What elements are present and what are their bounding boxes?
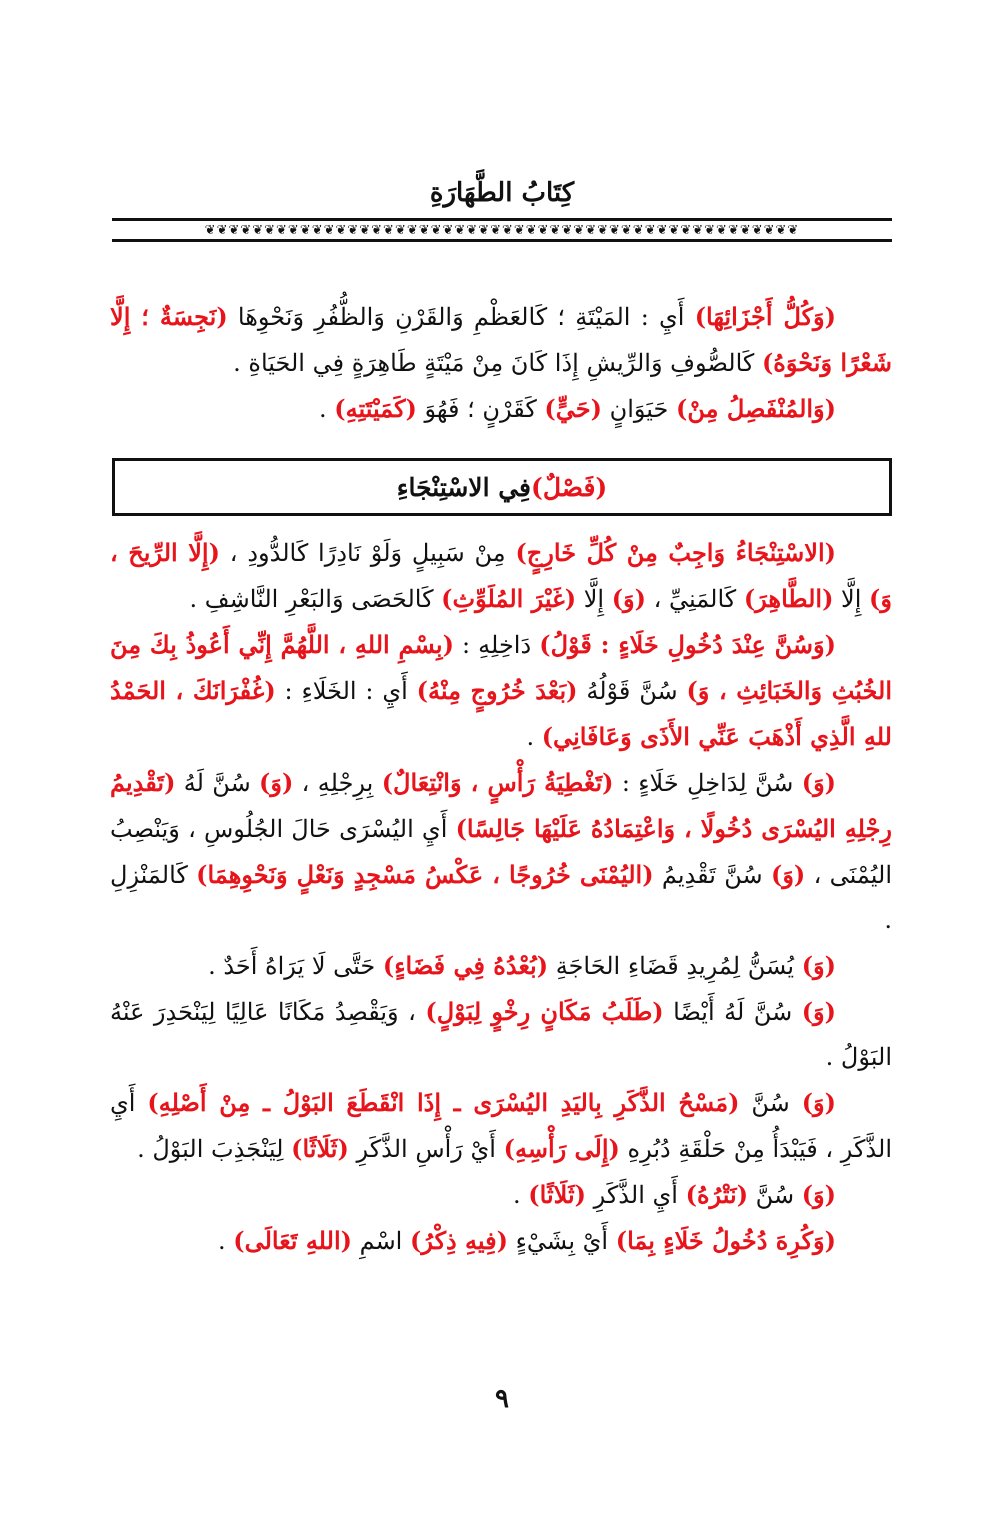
sharh-text: أَيِ الذَّكَرِ: [586, 1181, 686, 1209]
sharh-text: .: [513, 1181, 529, 1209]
matn-text: (اللهِ تَعَالَى): [233, 1226, 352, 1255]
sharh-text: أَيْ رَأْسِ الذَّكَرِ: [348, 1135, 504, 1163]
matn-text: (وَ): [801, 997, 836, 1026]
matn-text: (بُعْدُهُ فِي فَضَاءٍ): [382, 951, 549, 980]
sharh-text: ، وَيَقْصِدُ مَكَانًا عَالِيًا لِيَنْحَدِرَ عَنْهُ البَوْلُ .: [110, 998, 892, 1071]
section-heading-text: فِي الاسْتِنْجَاءِ: [396, 472, 532, 502]
matn-text: (وَ): [801, 768, 837, 797]
paragraph: [110, 386, 892, 432]
matn-text: (الاسْتِنْجَاءُ وَاجِبٌ مِنْ كُلِّ خَارِجٍ): [515, 538, 836, 567]
sharh-text: كَالمَنْزِلِ .: [110, 861, 892, 934]
matn-text: (وَ): [770, 860, 806, 889]
matn-text: (اليُمْنَى خُرُوجًا ، عَكْسُ مَسْجِدٍ وَنَعْلٍ وَنَحْوِهِمَا): [196, 860, 654, 889]
sharh-text: لِيَنْجَذِبَ البَوْلُ .: [137, 1135, 292, 1163]
sharh-text: أَيِ : المَيْتَةِ ؛ كَالعَظْمِ وَالقَرْنِ وَالظُّفُرِ وَنَحْوِهَا: [227, 303, 695, 331]
matn-text: (حَيٍّ): [544, 394, 602, 423]
sharh-text: سُنَّ لِدَاخِلِ خَلَاءٍ :: [613, 769, 802, 797]
sharh-text: سُنَّ: [748, 1181, 802, 1209]
sharh-text: .: [319, 395, 335, 423]
sharh-text: سُنَّ: [739, 1089, 802, 1117]
sharh-text: .: [526, 723, 542, 751]
sharh-text: حَيَوَانٍ: [601, 395, 676, 423]
paragraph: [110, 943, 892, 989]
paragraph: [110, 989, 892, 1080]
matn-text: (وَكُلُّ أَجْزَائِهَا): [694, 302, 837, 331]
sharh-text: سُنَّ قَوْلُهُ: [577, 677, 687, 705]
matn-text: (بَعْدَ خُرُوجٍ مِنْهُ): [416, 676, 578, 705]
sharh-text: كَالصُّوفِ وَالرِّيشِ إِذَا كَانَ مِنْ مَيْتَةٍ طَاهِرَةٍ فِي الحَيَاةِ .: [233, 349, 762, 377]
matn-text: وَ): [869, 584, 892, 613]
sharh-text: سُنَّ تَقْدِيمُ: [653, 861, 771, 889]
paragraph: [110, 1172, 892, 1218]
matn-text: (طَلَبُ مَكَانٍ رِخْوٍ لِبَوْلٍ): [425, 997, 664, 1026]
matn-text: (غُفْرَانَكَ ، الحَمْدُ للهِ الَّذِي أَذْهَبَ عَنِّي الأَذَى وَعَافَانِي): [110, 676, 892, 751]
text-block-1: [110, 294, 892, 432]
sharh-text: أَيْ بِشَيْءٍ: [508, 1227, 616, 1255]
page-number: ٩: [495, 1384, 509, 1414]
section-heading-red: (فَصْلٌ): [531, 472, 608, 502]
matn-text: (تَغْطِيَةُ رَأْسٍ ، وَانْتِعَالٌ): [381, 768, 614, 797]
matn-text: (وَ): [801, 1088, 836, 1117]
ornamental-divider: ❦❦❦❦❦❦❦❦❦❦❦❦❦❦❦❦❦❦❦❦❦❦❦❦❦❦❦❦❦❦❦❦❦❦❦❦❦❦❦❦❦❦❦❦❦❦❦❦❦❦: [112, 218, 892, 242]
sharh-text: كَالمَنِيِّ ،: [646, 585, 744, 613]
text-block-2: [110, 530, 892, 1264]
sharh-text: كَالحَصَى وَالبَعْرِ النَّاشِفِ .: [189, 585, 442, 613]
matn-text: (نَتْرُهُ): [685, 1180, 749, 1209]
paragraph: [110, 530, 892, 622]
sharh-text: يُسَنُّ لِمُرِيدِ قَضَاءِ الحَاجَةِ: [548, 952, 802, 980]
paragraph: [110, 1218, 892, 1264]
sharh-text: بِرِجْلِهِ ،: [293, 769, 382, 797]
sharh-text: كَقَرْنٍ ؛ فَهُوَ: [416, 395, 545, 423]
matn-text: (وَ): [801, 1180, 836, 1209]
sharh-text: دَاخِلِهِ :: [453, 631, 540, 659]
sharh-text: أَيِ اليُسْرَى حَالَ الجُلُوسِ ، وَيَنْصِبُ اليُمْنَى ،: [110, 815, 892, 889]
sharh-text: سُنَّ لَهُ: [175, 769, 260, 797]
matn-text: (وَ): [801, 951, 836, 980]
chapter-title: كِتَابُ الطَّهَارَةِ: [429, 178, 575, 208]
sharh-text: أَيِ : الخَلَاءِ :: [275, 677, 417, 705]
sharh-text: اسْمِ: [351, 1227, 410, 1255]
matn-text: (ثَلَاثًا): [291, 1134, 349, 1163]
matn-text: (وَسُنَّ عِنْدَ دُخُولِ خَلَاءٍ : قَوْلُ): [539, 630, 836, 659]
matn-text: (وَ): [259, 768, 294, 797]
sharh-text: إِلَّا: [576, 585, 612, 613]
matn-text: (نَجِسَةٌ ؛ إِلَّا شَعْرًا وَنَحْوَهُ): [110, 302, 892, 377]
matn-text: (إِلَّا الرِّيحَ ،: [110, 538, 220, 567]
sharh-text: أَيِ الذَّكَرِ ، فَيَبْدَأُ مِنْ حَلْقَةِ دُبُرِهِ: [110, 1089, 892, 1163]
matn-text: (الطَّاهِرَ): [743, 584, 834, 613]
matn-text: (تَقْدِيمُ رِجْلِهِ اليُسْرَى دُخُولًا ، وَاعْتِمَادُهُ عَلَيْهَا جَالِسًا): [110, 768, 892, 843]
matn-text: (وَ): [611, 584, 647, 613]
sharh-text: سُنَّ لَهُ أَيْضًا: [663, 998, 802, 1026]
matn-text: (غَيْرَ المُلَوِّثِ): [441, 584, 577, 613]
paragraph: [110, 1080, 892, 1172]
matn-text: (إِلَى رَأْسِهِ): [503, 1134, 620, 1163]
sharh-text: .: [217, 1227, 234, 1255]
matn-text: (وَالمُنْفَصِلُ مِنْ): [675, 394, 836, 423]
matn-text: (فِيهِ ذِكْرُ): [409, 1226, 508, 1255]
sharh-text: إِلَّا: [833, 585, 870, 613]
matn-text: (وَكُرِهَ دُخُولُ خَلَاءٍ بِمَا): [615, 1226, 836, 1255]
paragraph: [110, 294, 892, 386]
matn-text: (بِسْمِ اللهِ ، اللَّهُمَّ إِنِّي أَعُوذُ بِكَ مِنَ الخُبُثِ وَالخَبَائِثِ ، وَ): [110, 630, 893, 705]
matn-text: (كَمَيْتَتِهِ): [334, 394, 417, 423]
matn-text: (ثَلَاثًا): [528, 1180, 586, 1209]
section-heading-box: [112, 458, 892, 516]
matn-text: (مَسْحُ الذَّكَرِ بِاليَدِ اليُسْرَى ـ إِذَا انْقَطَعَ البَوْلُ ـ مِنْ أَصْلِهِ): [147, 1088, 740, 1117]
paragraph: [110, 622, 892, 760]
paragraph: [110, 760, 892, 943]
sharh-text: مِنْ سَبِيلٍ وَلَوْ نَادِرًا كَالدُّودِ ،: [219, 539, 516, 567]
sharh-text: حَتَّى لَا يَرَاهُ أَحَدٌ .: [208, 952, 383, 980]
